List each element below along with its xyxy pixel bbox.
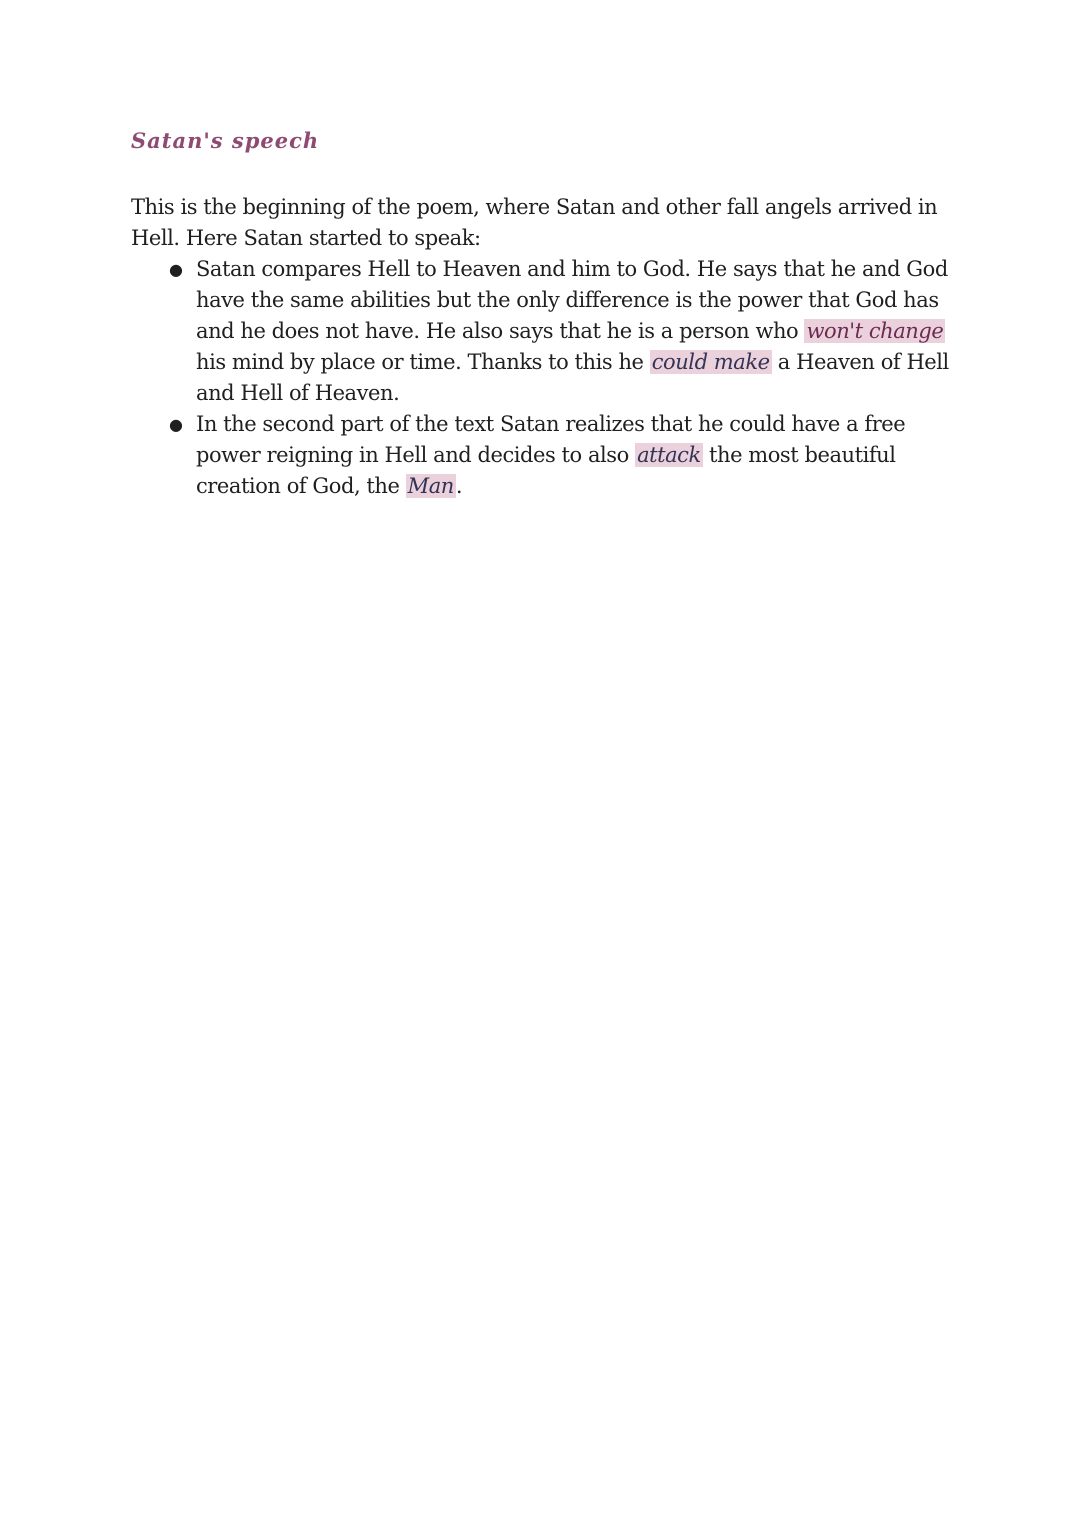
intro-paragraph: This is the beginning of the poem, where Satan and other fall angels arrived in Hell. Here Satan started to speak: [131,195,938,250]
text-segment: his mind by place or time. Thanks to this he [196,350,650,374]
text-segment: the most beautiful creation of God, the [196,443,896,498]
bullet-icon: ● [169,260,183,279]
section-heading: Satan's speech [131,128,320,153]
highlighted-phrase: Man [407,474,454,498]
document-body [131,192,961,502]
highlighted-phrase: won't change [806,319,944,343]
text-segment: In the second part of the text Satan realizes that he could have a free power reigning in Hell and decides to also [196,412,906,467]
bullet-icon: ● [169,415,183,434]
list-item [131,254,961,409]
text-segment: a Heaven of Hell and Hell of Heaven. [196,350,949,405]
highlighted-phrase: could make [651,350,770,374]
highlighted-phrase: attack [637,443,701,467]
text-segment: Satan compares Hell to Heaven and him to God. He says that he and God have the same abilities but the only difference is the power that God has and he does not have. He also says that he is a person who [196,257,948,343]
bullet-list [131,254,961,502]
list-item [131,409,961,502]
text-segment: . [455,474,463,498]
